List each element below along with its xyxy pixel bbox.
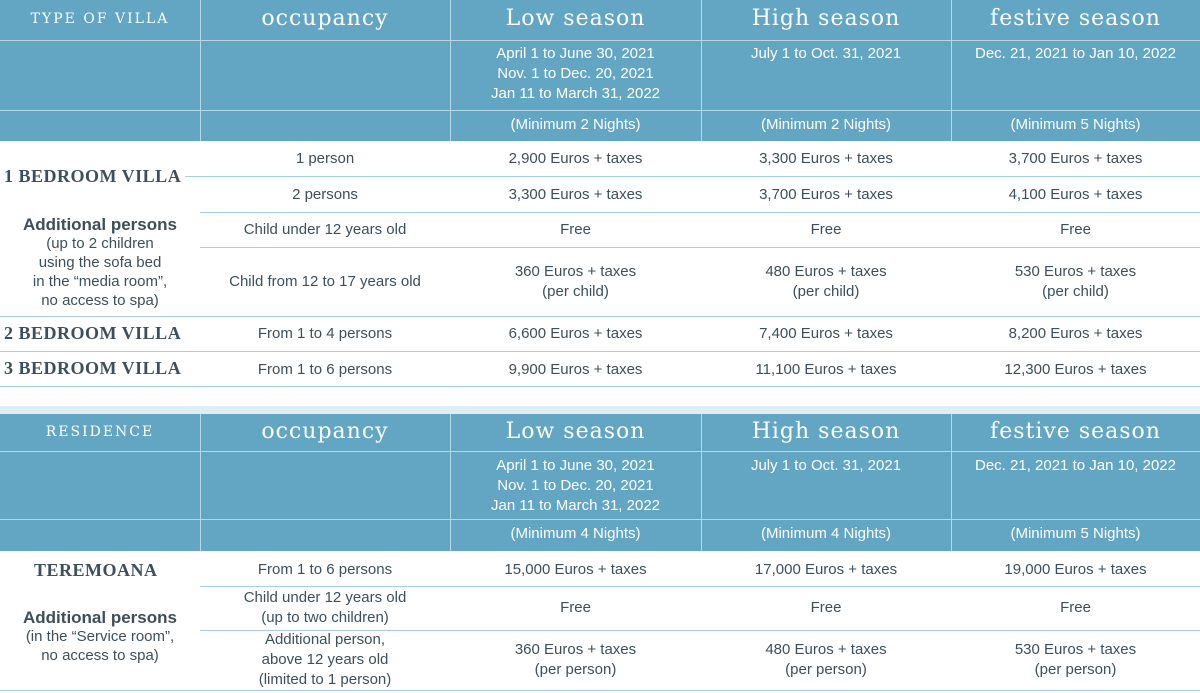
table-row: Child under 12 years old (up to two children) [243, 589, 407, 626]
price-cell: 19,000 Euros + taxes [1004, 561, 1147, 578]
two-bedroom-villa-label: 2 BEDROOM VILLA [4, 323, 182, 343]
header-high-season: High season [751, 6, 901, 31]
header-high-season: High season [751, 419, 901, 444]
villa-additional-persons: Additional persons (up to 2 children using the sofa bed in the “media room”, no access to spa) [23, 215, 177, 309]
one-bedroom-villa-label: 1 BEDROOM VILLA [4, 166, 182, 186]
table-row: Child under 12 years old [243, 221, 407, 238]
teremoana-label: TEREMOANA [34, 560, 158, 580]
price-cell: Free [1060, 599, 1091, 616]
table-row: From 1 to 4 persons [257, 325, 393, 342]
table-row: 1 person [295, 150, 355, 167]
residence-additional-persons: Additional persons (in the “Service room”, no access to spa) [23, 608, 177, 664]
price-cell: 15,000 Euros + taxes [504, 561, 647, 578]
price-cell: 480 Euros + taxes (per person) [765, 641, 887, 678]
high-season-dates: July 1 to Oct. 31, 2021 [750, 45, 902, 62]
low-min-nights: (Minimum 2 Nights) [510, 116, 641, 133]
header-residence: RESIDENCE [45, 424, 155, 440]
price-cell: 360 Euros + taxes (per child) [514, 263, 637, 300]
table-row: From 1 to 6 persons [257, 361, 393, 378]
price-cell: Free [810, 599, 842, 616]
price-cell: 7,400 Euros + taxes [759, 325, 893, 342]
table-row: 2 persons [292, 186, 358, 203]
price-cell: 9,900 Euros + taxes [508, 361, 643, 378]
festive-season-dates: Dec. 21, 2021 to Jan 10, 2022 [975, 457, 1176, 474]
price-cell: Free [810, 221, 842, 238]
table-row: From 1 to 6 persons [257, 561, 393, 578]
price-cell: 3,300 Euros + taxes [759, 150, 893, 167]
low-min-nights: (Minimum 4 Nights) [510, 525, 641, 542]
price-cell: Free [560, 221, 591, 238]
header-low-season: Low season [505, 6, 646, 31]
low-season-dates: April 1 to June 30, 2021 Nov. 1 to Dec. 20, 2021 Jan 11 to March 31, 2022 [491, 45, 660, 102]
high-min-nights: (Minimum 2 Nights) [760, 116, 892, 133]
festive-min-nights: (Minimum 5 Nights) [1010, 525, 1141, 542]
header-occupancy: occupancy [261, 419, 389, 444]
price-cell: 530 Euros + taxes (per child) [1014, 263, 1137, 300]
price-cell: 6,600 Euros + taxes [508, 325, 643, 342]
price-cell: 11,100 Euros + taxes [755, 361, 897, 378]
header-type-of-villa: TYPE OF VILLA [30, 11, 170, 27]
price-cell: 4,100 Euros + taxes [1008, 186, 1143, 203]
header-festive-season: festive season [990, 419, 1161, 444]
residence-table [0, 414, 1200, 693]
festive-season-dates: Dec. 21, 2021 to Jan 10, 2022 [975, 45, 1176, 62]
price-cell: 8,200 Euros + taxes [1008, 325, 1143, 342]
price-cell: 3,700 Euros + taxes [759, 186, 893, 203]
price-cell: 360 Euros + taxes (per person) [514, 641, 637, 678]
price-cell: 530 Euros + taxes (per person) [1014, 641, 1137, 678]
header-occupancy: occupancy [261, 6, 389, 31]
price-cell: 3,300 Euros + taxes [508, 186, 643, 203]
section-gap [0, 406, 1200, 414]
festive-min-nights: (Minimum 5 Nights) [1010, 116, 1141, 133]
table-row: Additional person, above 12 years old (limited to 1 person) [258, 631, 392, 688]
price-cell: 3,700 Euros + taxes [1008, 150, 1143, 167]
high-season-dates: July 1 to Oct. 31, 2021 [750, 457, 902, 474]
price-cell: 17,000 Euros + taxes [754, 561, 898, 578]
high-min-nights: (Minimum 4 Nights) [760, 525, 892, 542]
price-cell: Free [1060, 221, 1091, 238]
three-bedroom-villa-label: 3 BEDROOM VILLA [4, 358, 182, 378]
price-cell: 480 Euros + taxes (per child) [765, 263, 887, 300]
price-cell: 12,300 Euros + taxes [1004, 361, 1147, 378]
price-cell: Free [560, 599, 591, 616]
low-season-dates: April 1 to June 30, 2021 Nov. 1 to Dec. 20, 2021 Jan 11 to March 31, 2022 [491, 457, 660, 514]
header-festive-season: festive season [990, 6, 1161, 31]
price-cell: 2,900 Euros + taxes [508, 150, 643, 167]
table-row: Child from 12 to 17 years old [229, 273, 421, 290]
header-low-season: Low season [505, 419, 646, 444]
